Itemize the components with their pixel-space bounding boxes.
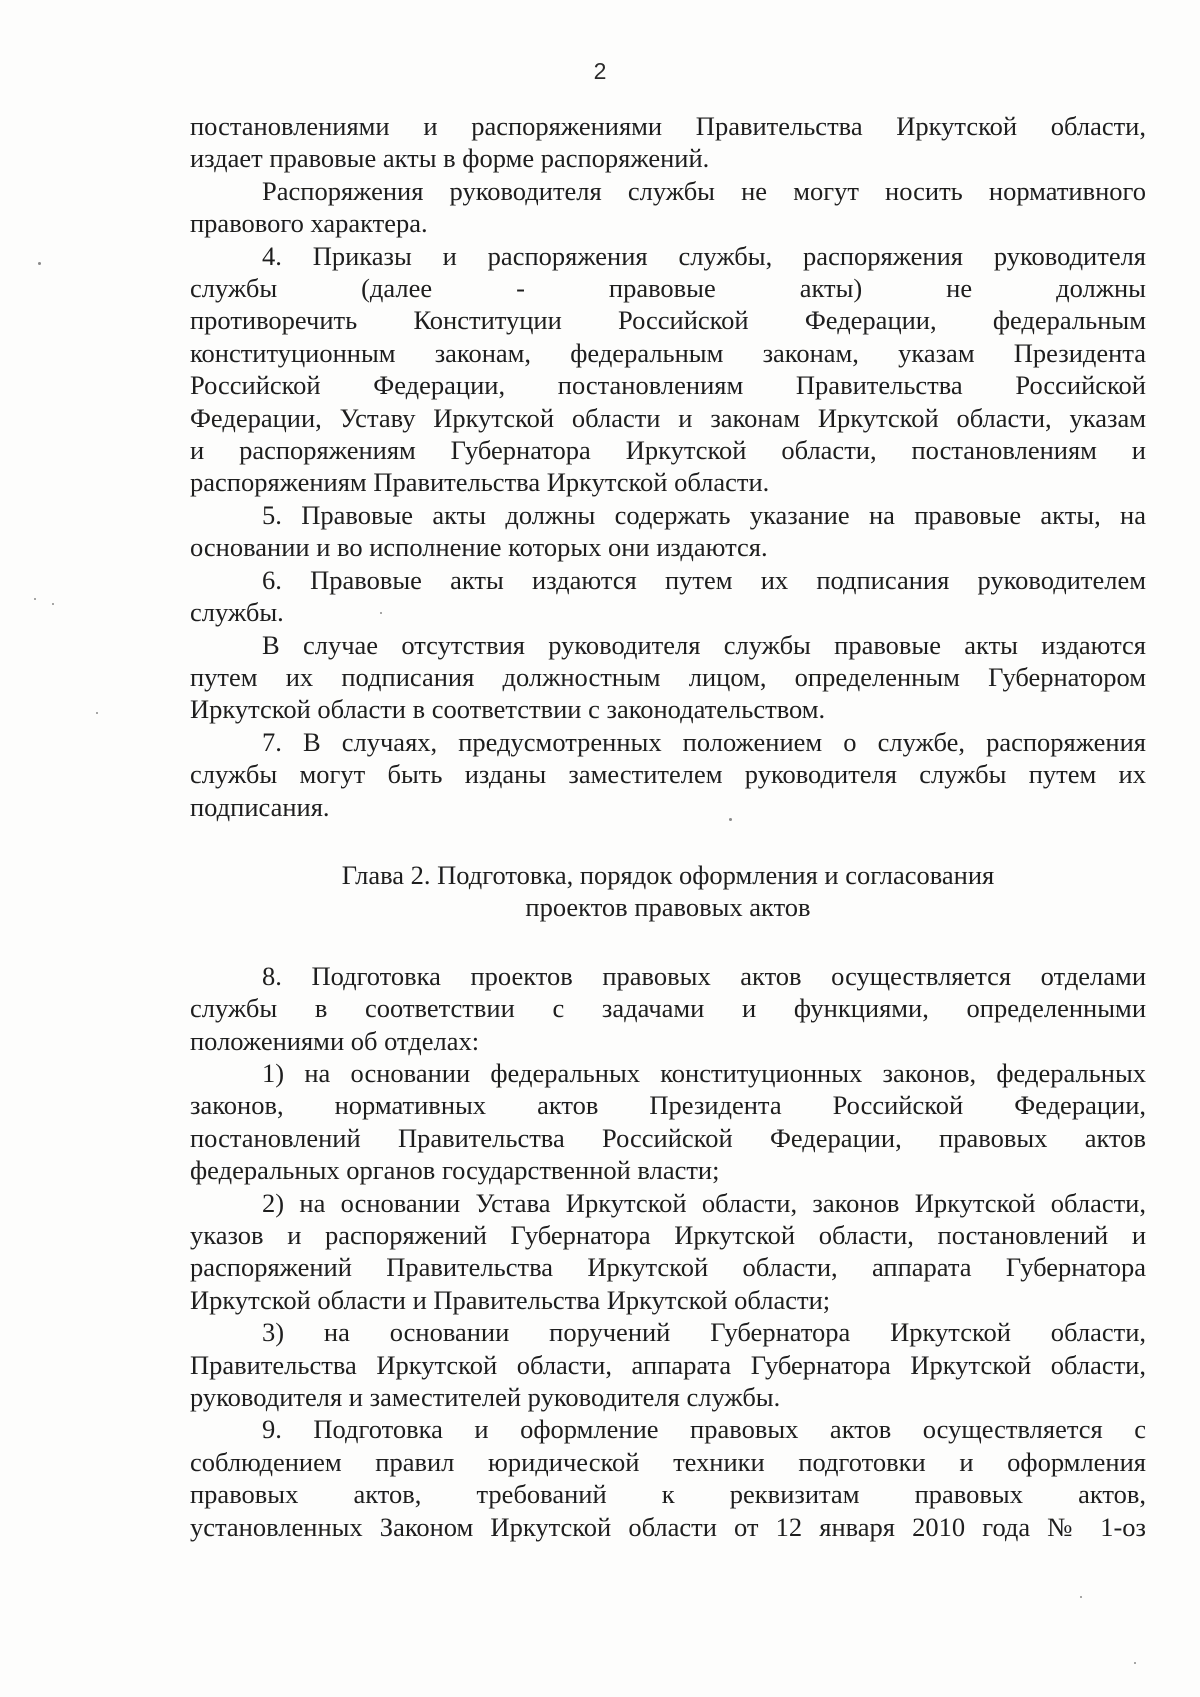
paragraph-line: 2) на основании Устава Иркутской области, законов Иркутской области, [262,1187,1146,1218]
paragraph-line: постановлениями и распоряжениями Правительства Иркутской области, [190,111,1146,141]
paragraph-line: противоречить Конституции Российской Федерации, федеральным [190,305,1146,336]
paragraph-line: 6. Правовые акты издаются путем их подписания руководителем [262,564,1146,595]
paragraph-line: правового характера. [190,208,428,239]
paragraph-line: 5. Правовые акты должны содержать указание на правовые акты, на [262,499,1146,530]
chapter-heading-line: проектов правовых актов [525,892,811,923]
paragraph-line: 7. В случаях, предусмотренных положением о службе, распоряжения [262,726,1146,757]
paragraph-line: 3) на основании поручений Губернатора Иркутской области, [262,1317,1146,1348]
scan-speck [380,612,382,614]
paragraph-line: В случае отсутствия руководителя службы правовые акты издаются [262,629,1146,660]
paragraph-line: подписания. [190,791,330,822]
paragraph-line: службы. [190,597,284,628]
scan-speck [1080,1596,1082,1598]
paragraph-line: Иркутской области и Правительства Иркутской области; [190,1284,831,1315]
paragraph-line: распоряжениям Правительства Иркутской области. [190,467,770,498]
page-number: 2 [593,58,607,84]
paragraph-line: Правительства Иркутской области, аппарата Губернатора Иркутской области, [190,1349,1146,1380]
paragraph-line: указов и распоряжений Губернатора Иркутской области, постановлений и [190,1220,1146,1250]
paragraph-line: постановлений Правительства Российской Федерации, правовых актов [190,1122,1146,1153]
paragraph-line: распоряжений Правительства Иркутской области, аппарата Губернатора [190,1252,1146,1283]
paragraph-line: 8. Подготовка проектов правовых актов осуществляется отделами [262,960,1146,991]
paragraph-line: конституционным законам, федеральным законам, указам Президента [190,337,1146,368]
paragraph-line: основании и во исполнение которых они издаются. [190,532,768,563]
paragraph-line: руководителя и заместителей руководителя службы. [190,1382,781,1413]
paragraph-line: службы могут быть изданы заместителем руководителя службы путем их [190,759,1146,790]
paragraph-line: Федерации, Уставу Иркутской области и законам Иркутской области, указам [190,402,1146,433]
paragraph-line: путем их подписания должностным лицом, определенным Губернатором [190,661,1146,692]
scan-speck [38,262,41,265]
document-body [190,110,1146,1543]
paragraph-line: службы (далее - правовые акты) не должны [190,273,1146,304]
paragraph-line: и распоряжениям Губернатора Иркутской области, постановлениям и [190,435,1146,466]
scan-speck [1134,1662,1136,1664]
paragraph-line: законов, нормативных актов Президента Российской Федерации, [190,1090,1146,1121]
paragraph-line: службы в соответствии с задачами и функциями, определенными [190,993,1146,1024]
paragraph-line: правовых актов, требований к реквизитам правовых актов, [190,1479,1146,1510]
scan-speck [96,712,98,714]
scan-speck [729,818,732,821]
scan-speck [52,603,54,605]
paragraph-line: положениями об отделах: [190,1025,480,1056]
paragraph-line: Российской Федерации, постановлениям Правительства Российской [190,370,1146,401]
scan-speck [34,598,36,600]
chapter-heading [190,859,1146,924]
paragraph-line: федеральных органов государственной власти; [190,1155,720,1186]
paragraph-line: установленных Законом Иркутской области от 12 января 2010 года № 1-оз [190,1511,1146,1542]
paragraph-line: 4. Приказы и распоряжения службы, распоряжения руководителя [262,240,1146,271]
paragraph-line: Распоряжения руководителя службы не могут носить нормативного [262,175,1146,206]
paragraph-line: 9. Подготовка и оформление правовых актов осуществляется с [262,1414,1146,1445]
paragraph-line: издает правовые акты в форме распоряжений. [190,143,710,174]
paragraph-line: соблюдением правил юридической техники подготовки и оформления [190,1446,1146,1477]
chapter-heading-line: Глава 2. Подготовка, порядок оформления и согласования [341,859,995,890]
paragraph-line: Иркутской области в соответствии с законодательством. [190,694,826,725]
paragraph-line: 1) на основании федеральных конституционных законов, федеральных [262,1057,1146,1088]
